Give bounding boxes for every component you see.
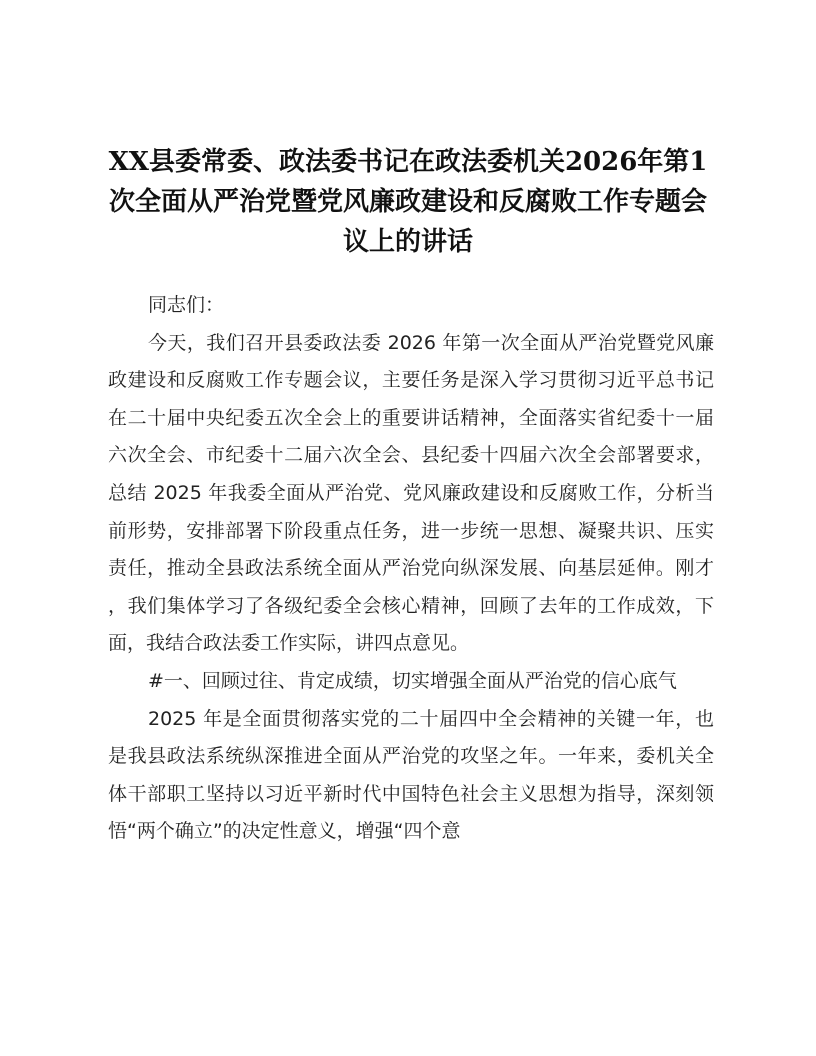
body-paragraph-review: 2025 年是全面贯彻落实党的二十届四中全会精神的关键一年，也是我县政法系统纵深推进全面从严治党的攻坚之年。一年来，委机关全体干部职工坚持以习近平新时代中国特色社会主义思想为指导，深刻领悟“两个确立”的决定性意义，增强“四个意 bbox=[108, 707, 714, 843]
document-title: XX县委常委、政法委书记在政法委机关2026年第1次全面从严治党暨党风廉政建设和反腐败工作专题会议上的讲话 bbox=[108, 147, 708, 257]
salutation: 同志们： bbox=[148, 294, 225, 316]
section-heading-one: #一、回顾过往、肯定成绩，切实增强全面从严治党的信心底气 bbox=[148, 669, 677, 692]
body-paragraph-opening: 今天，我们召开县委政法委 2026 年第一次全面从严治党暨党风廉政建设和反腐败工作专题会议，主要任务是深入学习贯彻习近平总书记在二十届中央纪委五次全会上的重要讲话精神，全面落实省纪委十一届六次全会、市纪委十二届六次全会、县纪委十四届六次全会部署要求，总结 2025 年我委全面从严治党、党风廉政建设和反腐败工作，分析当前形势，安排部署下阶段重点任务，进一步统一思想、凝聚共识、压实责任，推动全县政法系统全面从严治党向纵深发展、向基层延伸。刚才，我们集体学习了各级纪委全会核心精神，回顾了去年的工作成效，下面，我结合政法委工作实际，讲四点意见。 bbox=[108, 331, 714, 655]
document-body bbox=[108, 287, 714, 851]
